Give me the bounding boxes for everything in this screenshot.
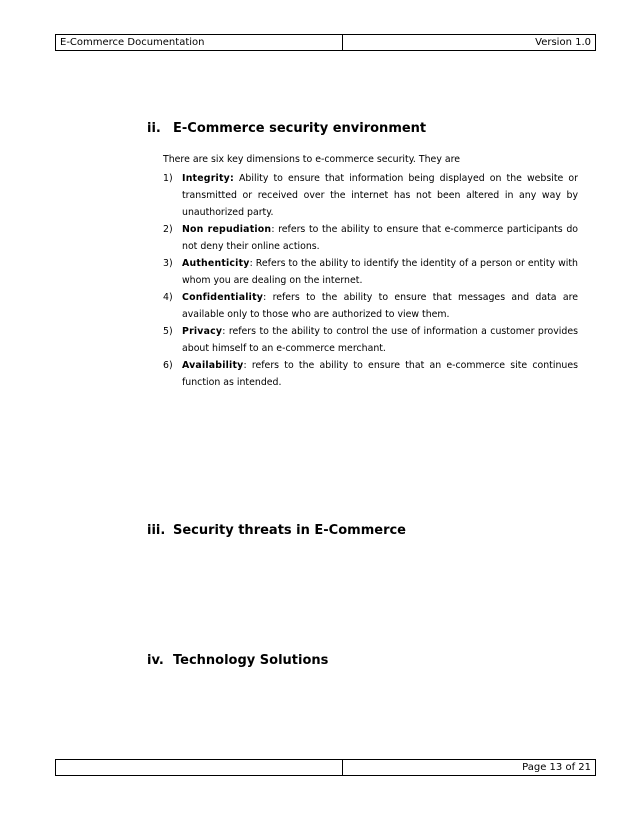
section-title: Security threats in E-Commerce <box>173 523 406 538</box>
item-number: 4) <box>163 292 173 303</box>
intro-paragraph: There are six key dimensions to e-commerce security. They are <box>163 154 461 165</box>
item-number: 2) <box>163 224 173 235</box>
list-item <box>163 255 578 289</box>
list-item <box>163 289 578 323</box>
item-text: : refers to the ability to ensure that an e-commerce site continues function as intended. <box>182 360 578 388</box>
page-header <box>55 34 596 51</box>
section-heading-security-threats <box>147 523 406 538</box>
item-number: 1) <box>163 173 173 184</box>
list-item <box>163 357 578 391</box>
item-text: : refers to the ability to ensure that messages and data are available only to those who are authorized to view them. <box>182 292 578 320</box>
item-number: 6) <box>163 360 173 371</box>
list-item <box>163 170 578 221</box>
item-text: : refers to the ability to ensure that e-commerce participants do not deny their online actions. <box>182 224 579 252</box>
item-term: Authenticity <box>182 258 250 269</box>
item-term: Privacy <box>182 326 223 337</box>
item-term: Non repudiation <box>182 224 272 235</box>
section-title: E-Commerce security environment <box>173 121 427 136</box>
page-footer <box>55 759 596 776</box>
list-item <box>163 323 578 357</box>
item-number: 3) <box>163 258 173 269</box>
item-term: Confidentiality <box>182 292 264 303</box>
section-title: Technology Solutions <box>173 653 329 668</box>
item-term: Availability <box>182 360 244 371</box>
list-item <box>163 221 578 255</box>
header-doc-title: E-Commerce Documentation <box>56 35 343 51</box>
item-term: Integrity: <box>182 173 234 184</box>
header-version: Version 1.0 <box>343 35 596 51</box>
section-number: iv. <box>147 653 164 668</box>
item-number: 5) <box>163 326 173 337</box>
section-number: iii. <box>147 523 166 538</box>
item-text: Ability to ensure that information being displayed on the website or transmitted or received over the internet has not been altered in any way by unauthorized party. <box>182 173 578 218</box>
item-text: : refers to the ability to control the use of information a customer provides about himself to an e-commerce merchant. <box>182 326 578 354</box>
page-number: Page 13 of 21 <box>343 760 596 776</box>
section-number: ii. <box>147 121 161 136</box>
section-heading-security-environment <box>147 121 426 136</box>
security-dimensions-list <box>163 170 578 391</box>
section-heading-technology-solutions <box>147 653 328 668</box>
footer-empty-cell <box>56 760 343 776</box>
item-text: : Refers to the ability to identify the identity of a person or entity with whom you are dealing on the internet. <box>182 258 578 286</box>
